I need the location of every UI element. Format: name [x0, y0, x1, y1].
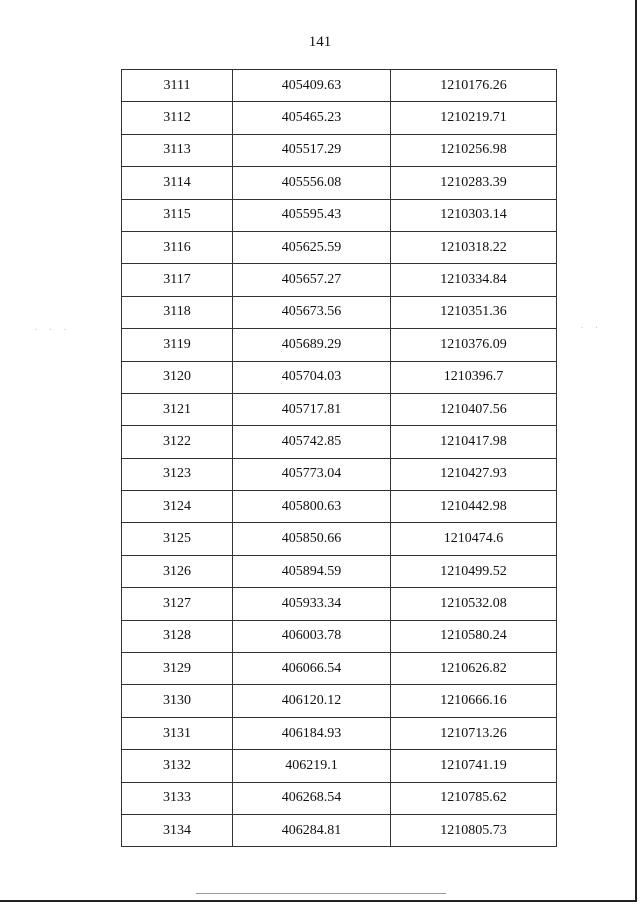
page-number: 141 — [308, 34, 332, 50]
x-coordinate-cell: 405625.59 — [233, 231, 391, 263]
table-row — [122, 814, 557, 846]
table-row — [122, 653, 557, 685]
point-id-cell: 3123 — [122, 458, 233, 490]
table-row — [122, 782, 557, 814]
x-coordinate-cell: 405933.34 — [233, 588, 391, 620]
x-coordinate-cell: 405517.29 — [233, 134, 391, 166]
x-coordinate-cell: 405689.29 — [233, 329, 391, 361]
y-coordinate-cell: 1210532.08 — [391, 588, 557, 620]
table-row — [122, 555, 557, 587]
y-coordinate-cell: 1210318.22 — [391, 231, 557, 263]
x-coordinate-cell: 405717.81 — [233, 393, 391, 425]
table-row — [122, 264, 557, 296]
table-row — [122, 296, 557, 328]
x-coordinate-cell: 405850.66 — [233, 523, 391, 555]
x-coordinate-cell: 405595.43 — [233, 199, 391, 231]
point-id-cell: 3122 — [122, 426, 233, 458]
x-coordinate-cell: 405800.63 — [233, 491, 391, 523]
table-row — [122, 393, 557, 425]
y-coordinate-cell: 1210219.71 — [391, 102, 557, 134]
x-coordinate-cell: 405773.04 — [233, 458, 391, 490]
table-row — [122, 620, 557, 652]
table-row — [122, 167, 557, 199]
y-coordinate-cell: 1210427.93 — [391, 458, 557, 490]
point-id-cell: 3117 — [122, 264, 233, 296]
table-row — [122, 199, 557, 231]
scan-artifact: · · · — [34, 326, 71, 334]
point-id-cell: 3116 — [122, 231, 233, 263]
table-body — [122, 70, 557, 847]
coordinates-table — [121, 69, 557, 847]
point-id-cell: 3114 — [122, 167, 233, 199]
y-coordinate-cell: 1210417.98 — [391, 426, 557, 458]
x-coordinate-cell: 405673.56 — [233, 296, 391, 328]
table-row — [122, 458, 557, 490]
point-id-cell: 3129 — [122, 653, 233, 685]
x-coordinate-cell: 406284.81 — [233, 814, 391, 846]
y-coordinate-cell: 1210303.14 — [391, 199, 557, 231]
point-id-cell: 3124 — [122, 491, 233, 523]
point-id-cell: 3130 — [122, 685, 233, 717]
table-row — [122, 102, 557, 134]
point-id-cell: 3134 — [122, 814, 233, 846]
x-coordinate-cell: 406268.54 — [233, 782, 391, 814]
point-id-cell: 3111 — [122, 70, 233, 102]
table-row — [122, 329, 557, 361]
y-coordinate-cell: 1210256.98 — [391, 134, 557, 166]
table-row — [122, 426, 557, 458]
x-coordinate-cell: 405704.03 — [233, 361, 391, 393]
y-coordinate-cell: 1210713.26 — [391, 717, 557, 749]
y-coordinate-cell: 1210376.09 — [391, 329, 557, 361]
point-id-cell: 3125 — [122, 523, 233, 555]
y-coordinate-cell: 1210396.7 — [391, 361, 557, 393]
x-coordinate-cell: 405657.27 — [233, 264, 391, 296]
point-id-cell: 3115 — [122, 199, 233, 231]
x-coordinate-cell: 406219.1 — [233, 750, 391, 782]
y-coordinate-cell: 1210283.39 — [391, 167, 557, 199]
x-coordinate-cell: 405894.59 — [233, 555, 391, 587]
point-id-cell: 3131 — [122, 717, 233, 749]
point-id-cell: 3128 — [122, 620, 233, 652]
table-row — [122, 588, 557, 620]
x-coordinate-cell: 406184.93 — [233, 717, 391, 749]
y-coordinate-cell: 1210351.36 — [391, 296, 557, 328]
scan-edge-line — [196, 893, 446, 894]
table-row — [122, 361, 557, 393]
x-coordinate-cell: 406003.78 — [233, 620, 391, 652]
x-coordinate-cell: 405742.85 — [233, 426, 391, 458]
y-coordinate-cell: 1210407.56 — [391, 393, 557, 425]
point-id-cell: 3121 — [122, 393, 233, 425]
x-coordinate-cell: 406120.12 — [233, 685, 391, 717]
point-id-cell: 3132 — [122, 750, 233, 782]
scan-artifact: · · — [580, 324, 602, 332]
point-id-cell: 3119 — [122, 329, 233, 361]
y-coordinate-cell: 1210442.98 — [391, 491, 557, 523]
table-row — [122, 70, 557, 102]
point-id-cell: 3127 — [122, 588, 233, 620]
y-coordinate-cell: 1210499.52 — [391, 555, 557, 587]
y-coordinate-cell: 1210741.19 — [391, 750, 557, 782]
table-row — [122, 491, 557, 523]
table-row — [122, 134, 557, 166]
table-row — [122, 231, 557, 263]
x-coordinate-cell: 405465.23 — [233, 102, 391, 134]
point-id-cell: 3118 — [122, 296, 233, 328]
y-coordinate-cell: 1210580.24 — [391, 620, 557, 652]
y-coordinate-cell: 1210334.84 — [391, 264, 557, 296]
table-row — [122, 523, 557, 555]
point-id-cell: 3113 — [122, 134, 233, 166]
y-coordinate-cell: 1210666.16 — [391, 685, 557, 717]
point-id-cell: 3126 — [122, 555, 233, 587]
y-coordinate-cell: 1210785.62 — [391, 782, 557, 814]
x-coordinate-cell: 405556.08 — [233, 167, 391, 199]
y-coordinate-cell: 1210805.73 — [391, 814, 557, 846]
y-coordinate-cell: 1210176.26 — [391, 70, 557, 102]
point-id-cell: 3133 — [122, 782, 233, 814]
point-id-cell: 3112 — [122, 102, 233, 134]
table-row — [122, 685, 557, 717]
table-row — [122, 750, 557, 782]
x-coordinate-cell: 405409.63 — [233, 70, 391, 102]
x-coordinate-cell: 406066.54 — [233, 653, 391, 685]
y-coordinate-cell: 1210626.82 — [391, 653, 557, 685]
table-row — [122, 717, 557, 749]
y-coordinate-cell: 1210474.6 — [391, 523, 557, 555]
point-id-cell: 3120 — [122, 361, 233, 393]
